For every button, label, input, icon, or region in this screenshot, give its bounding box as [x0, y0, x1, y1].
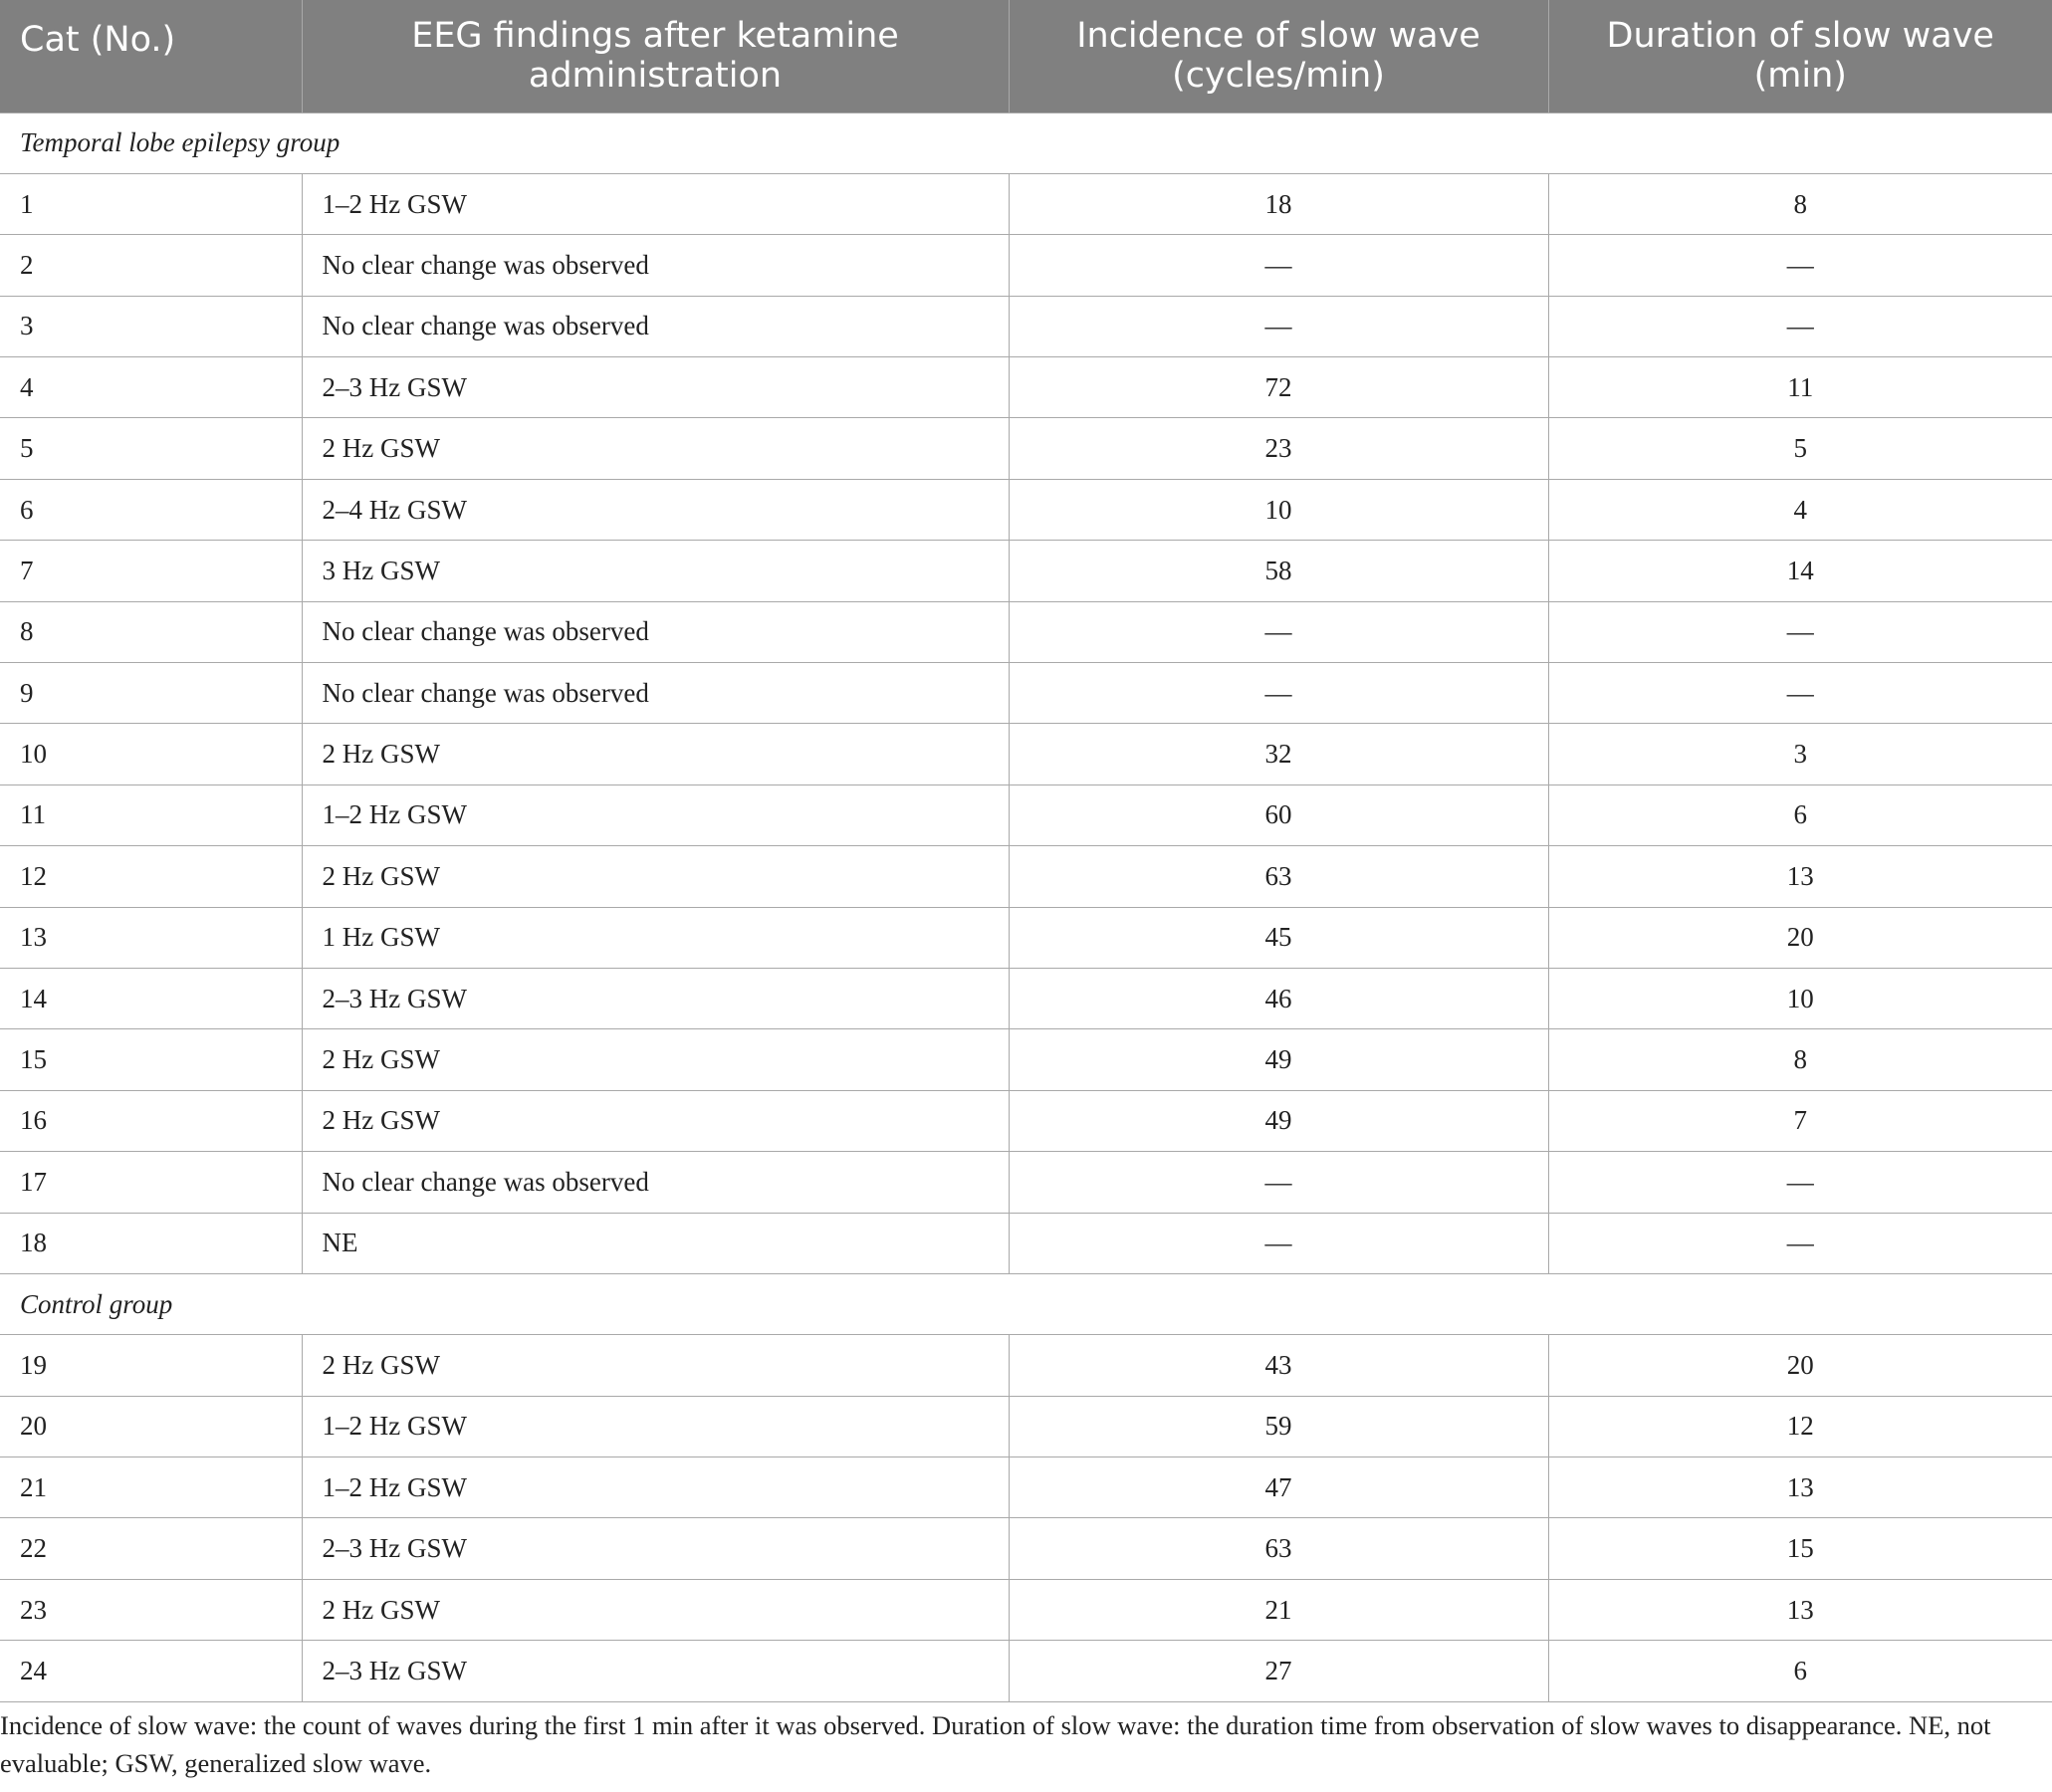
cell-duration: 10 — [1548, 968, 2052, 1028]
cell-cat-no: 3 — [0, 296, 302, 356]
cell-cat-no: 5 — [0, 418, 302, 479]
cell-cat-no: 11 — [0, 784, 302, 845]
header-row — [0, 0, 2052, 112]
cell-incidence: 49 — [1009, 1090, 1548, 1151]
table-row — [0, 907, 2052, 968]
cell-incidence: — — [1009, 1213, 1548, 1273]
cell-eeg-finding: 2 Hz GSW — [302, 846, 1009, 907]
cell-cat-no: 18 — [0, 1213, 302, 1273]
cell-eeg-finding: 1–2 Hz GSW — [302, 1396, 1009, 1456]
cell-duration: — — [1548, 601, 2052, 662]
cell-eeg-finding: 2–3 Hz GSW — [302, 357, 1009, 418]
cell-incidence: 43 — [1009, 1335, 1548, 1396]
table-row — [0, 1335, 2052, 1396]
group-header-row — [0, 1273, 2052, 1334]
table-row — [0, 1152, 2052, 1213]
cell-cat-no: 20 — [0, 1396, 302, 1456]
cell-incidence: 49 — [1009, 1029, 1548, 1090]
cell-eeg-finding: 2 Hz GSW — [302, 1579, 1009, 1640]
table-row — [0, 968, 2052, 1028]
cell-duration: 6 — [1548, 784, 2052, 845]
cell-incidence: 27 — [1009, 1641, 1548, 1701]
cell-duration: 13 — [1548, 1579, 2052, 1640]
cell-duration: — — [1548, 235, 2052, 296]
cell-duration: 20 — [1548, 1335, 2052, 1396]
cell-incidence: 21 — [1009, 1579, 1548, 1640]
cell-cat-no: 19 — [0, 1335, 302, 1396]
header-duration: Duration of slow wave (min) — [1548, 0, 2052, 112]
cell-eeg-finding: No clear change was observed — [302, 296, 1009, 356]
cell-duration: — — [1548, 296, 2052, 356]
table-row — [0, 1641, 2052, 1701]
cell-cat-no: 1 — [0, 173, 302, 234]
table-row — [0, 1090, 2052, 1151]
cell-incidence: — — [1009, 663, 1548, 724]
cell-incidence: — — [1009, 235, 1548, 296]
cell-eeg-finding: NE — [302, 1213, 1009, 1273]
cell-incidence: — — [1009, 296, 1548, 356]
cell-duration: 13 — [1548, 846, 2052, 907]
cell-cat-no: 4 — [0, 357, 302, 418]
table-row — [0, 1518, 2052, 1579]
cell-cat-no: 17 — [0, 1152, 302, 1213]
cell-eeg-finding: 1–2 Hz GSW — [302, 173, 1009, 234]
cell-incidence: 58 — [1009, 541, 1548, 601]
cell-cat-no: 22 — [0, 1518, 302, 1579]
table-row — [0, 724, 2052, 784]
cell-incidence: 63 — [1009, 1518, 1548, 1579]
cell-cat-no: 16 — [0, 1090, 302, 1151]
cell-cat-no: 14 — [0, 968, 302, 1028]
cell-eeg-finding: 1–2 Hz GSW — [302, 784, 1009, 845]
cell-eeg-finding: 2–3 Hz GSW — [302, 968, 1009, 1028]
cell-incidence: 47 — [1009, 1457, 1548, 1518]
cell-duration: 13 — [1548, 1457, 2052, 1518]
cell-duration: 8 — [1548, 1029, 2052, 1090]
cell-incidence: 72 — [1009, 357, 1548, 418]
cell-duration: 12 — [1548, 1396, 2052, 1456]
cell-incidence: — — [1009, 601, 1548, 662]
table-body — [0, 112, 2052, 1701]
cell-eeg-finding: 2 Hz GSW — [302, 418, 1009, 479]
cell-incidence: 18 — [1009, 173, 1548, 234]
cell-eeg-finding: No clear change was observed — [302, 663, 1009, 724]
cell-incidence: 63 — [1009, 846, 1548, 907]
cell-duration: — — [1548, 1152, 2052, 1213]
cell-cat-no: 2 — [0, 235, 302, 296]
table-header — [0, 0, 2052, 112]
cell-duration: 8 — [1548, 173, 2052, 234]
table-row — [0, 663, 2052, 724]
cell-cat-no: 12 — [0, 846, 302, 907]
group-header-row — [0, 112, 2052, 173]
group-label: Temporal lobe epilepsy group — [0, 112, 2052, 173]
cell-duration: 4 — [1548, 479, 2052, 540]
table-row — [0, 357, 2052, 418]
cell-cat-no: 23 — [0, 1579, 302, 1640]
cell-incidence: 23 — [1009, 418, 1548, 479]
cell-incidence: 59 — [1009, 1396, 1548, 1456]
table-row — [0, 846, 2052, 907]
table-row — [0, 418, 2052, 479]
cell-cat-no: 13 — [0, 907, 302, 968]
table-row — [0, 479, 2052, 540]
table-row — [0, 235, 2052, 296]
cell-duration: 20 — [1548, 907, 2052, 968]
table-row — [0, 1213, 2052, 1273]
cell-incidence: — — [1009, 1152, 1548, 1213]
group-label: Control group — [0, 1273, 2052, 1334]
cell-eeg-finding: 3 Hz GSW — [302, 541, 1009, 601]
table-row — [0, 1029, 2052, 1090]
cell-cat-no: 7 — [0, 541, 302, 601]
cell-eeg-finding: 2–4 Hz GSW — [302, 479, 1009, 540]
cell-incidence: 45 — [1009, 907, 1548, 968]
cell-incidence: 46 — [1009, 968, 1548, 1028]
cell-eeg-finding: No clear change was observed — [302, 235, 1009, 296]
cell-duration: 5 — [1548, 418, 2052, 479]
cell-duration: — — [1548, 663, 2052, 724]
cell-cat-no: 24 — [0, 1641, 302, 1701]
cell-eeg-finding: 2 Hz GSW — [302, 1090, 1009, 1151]
cell-eeg-finding: 2–3 Hz GSW — [302, 1641, 1009, 1701]
cell-cat-no: 21 — [0, 1457, 302, 1518]
cell-incidence: 32 — [1009, 724, 1548, 784]
cell-cat-no: 10 — [0, 724, 302, 784]
cell-cat-no: 6 — [0, 479, 302, 540]
cell-eeg-finding: 2 Hz GSW — [302, 724, 1009, 784]
cell-duration: — — [1548, 1213, 2052, 1273]
table-row — [0, 601, 2052, 662]
cell-cat-no: 9 — [0, 663, 302, 724]
cell-cat-no: 8 — [0, 601, 302, 662]
cell-duration: 14 — [1548, 541, 2052, 601]
cell-incidence: 10 — [1009, 479, 1548, 540]
cell-eeg-finding: 1 Hz GSW — [302, 907, 1009, 968]
cell-eeg-finding: 1–2 Hz GSW — [302, 1457, 1009, 1518]
header-incidence: Incidence of slow wave (cycles/min) — [1009, 0, 1548, 112]
cell-eeg-finding: 2–3 Hz GSW — [302, 1518, 1009, 1579]
cell-duration: 15 — [1548, 1518, 2052, 1579]
cell-duration: 6 — [1548, 1641, 2052, 1701]
cell-duration: 7 — [1548, 1090, 2052, 1151]
header-eeg-findings: EEG findings after ketamine administration — [302, 0, 1009, 112]
cell-cat-no: 15 — [0, 1029, 302, 1090]
cell-eeg-finding: No clear change was observed — [302, 601, 1009, 662]
table-row — [0, 1579, 2052, 1640]
table-row — [0, 541, 2052, 601]
cell-eeg-finding: 2 Hz GSW — [302, 1029, 1009, 1090]
cell-incidence: 60 — [1009, 784, 1548, 845]
table-row — [0, 784, 2052, 845]
table-row — [0, 1396, 2052, 1456]
table-row — [0, 296, 2052, 356]
cell-eeg-finding: 2 Hz GSW — [302, 1335, 1009, 1396]
header-cat-no: Cat (No.) — [0, 0, 302, 112]
cell-duration: 11 — [1548, 357, 2052, 418]
table-row — [0, 1457, 2052, 1518]
cell-eeg-finding: No clear change was observed — [302, 1152, 1009, 1213]
cell-duration: 3 — [1548, 724, 2052, 784]
table-row — [0, 173, 2052, 234]
table-footnote: Incidence of slow wave: the count of waves during the first 1 min after it was observed. Duration of slow wave: the duration time from observation of slow waves to disappearance. NE, not evaluable; GSW, generalized slow wave. — [0, 1710, 1991, 1778]
